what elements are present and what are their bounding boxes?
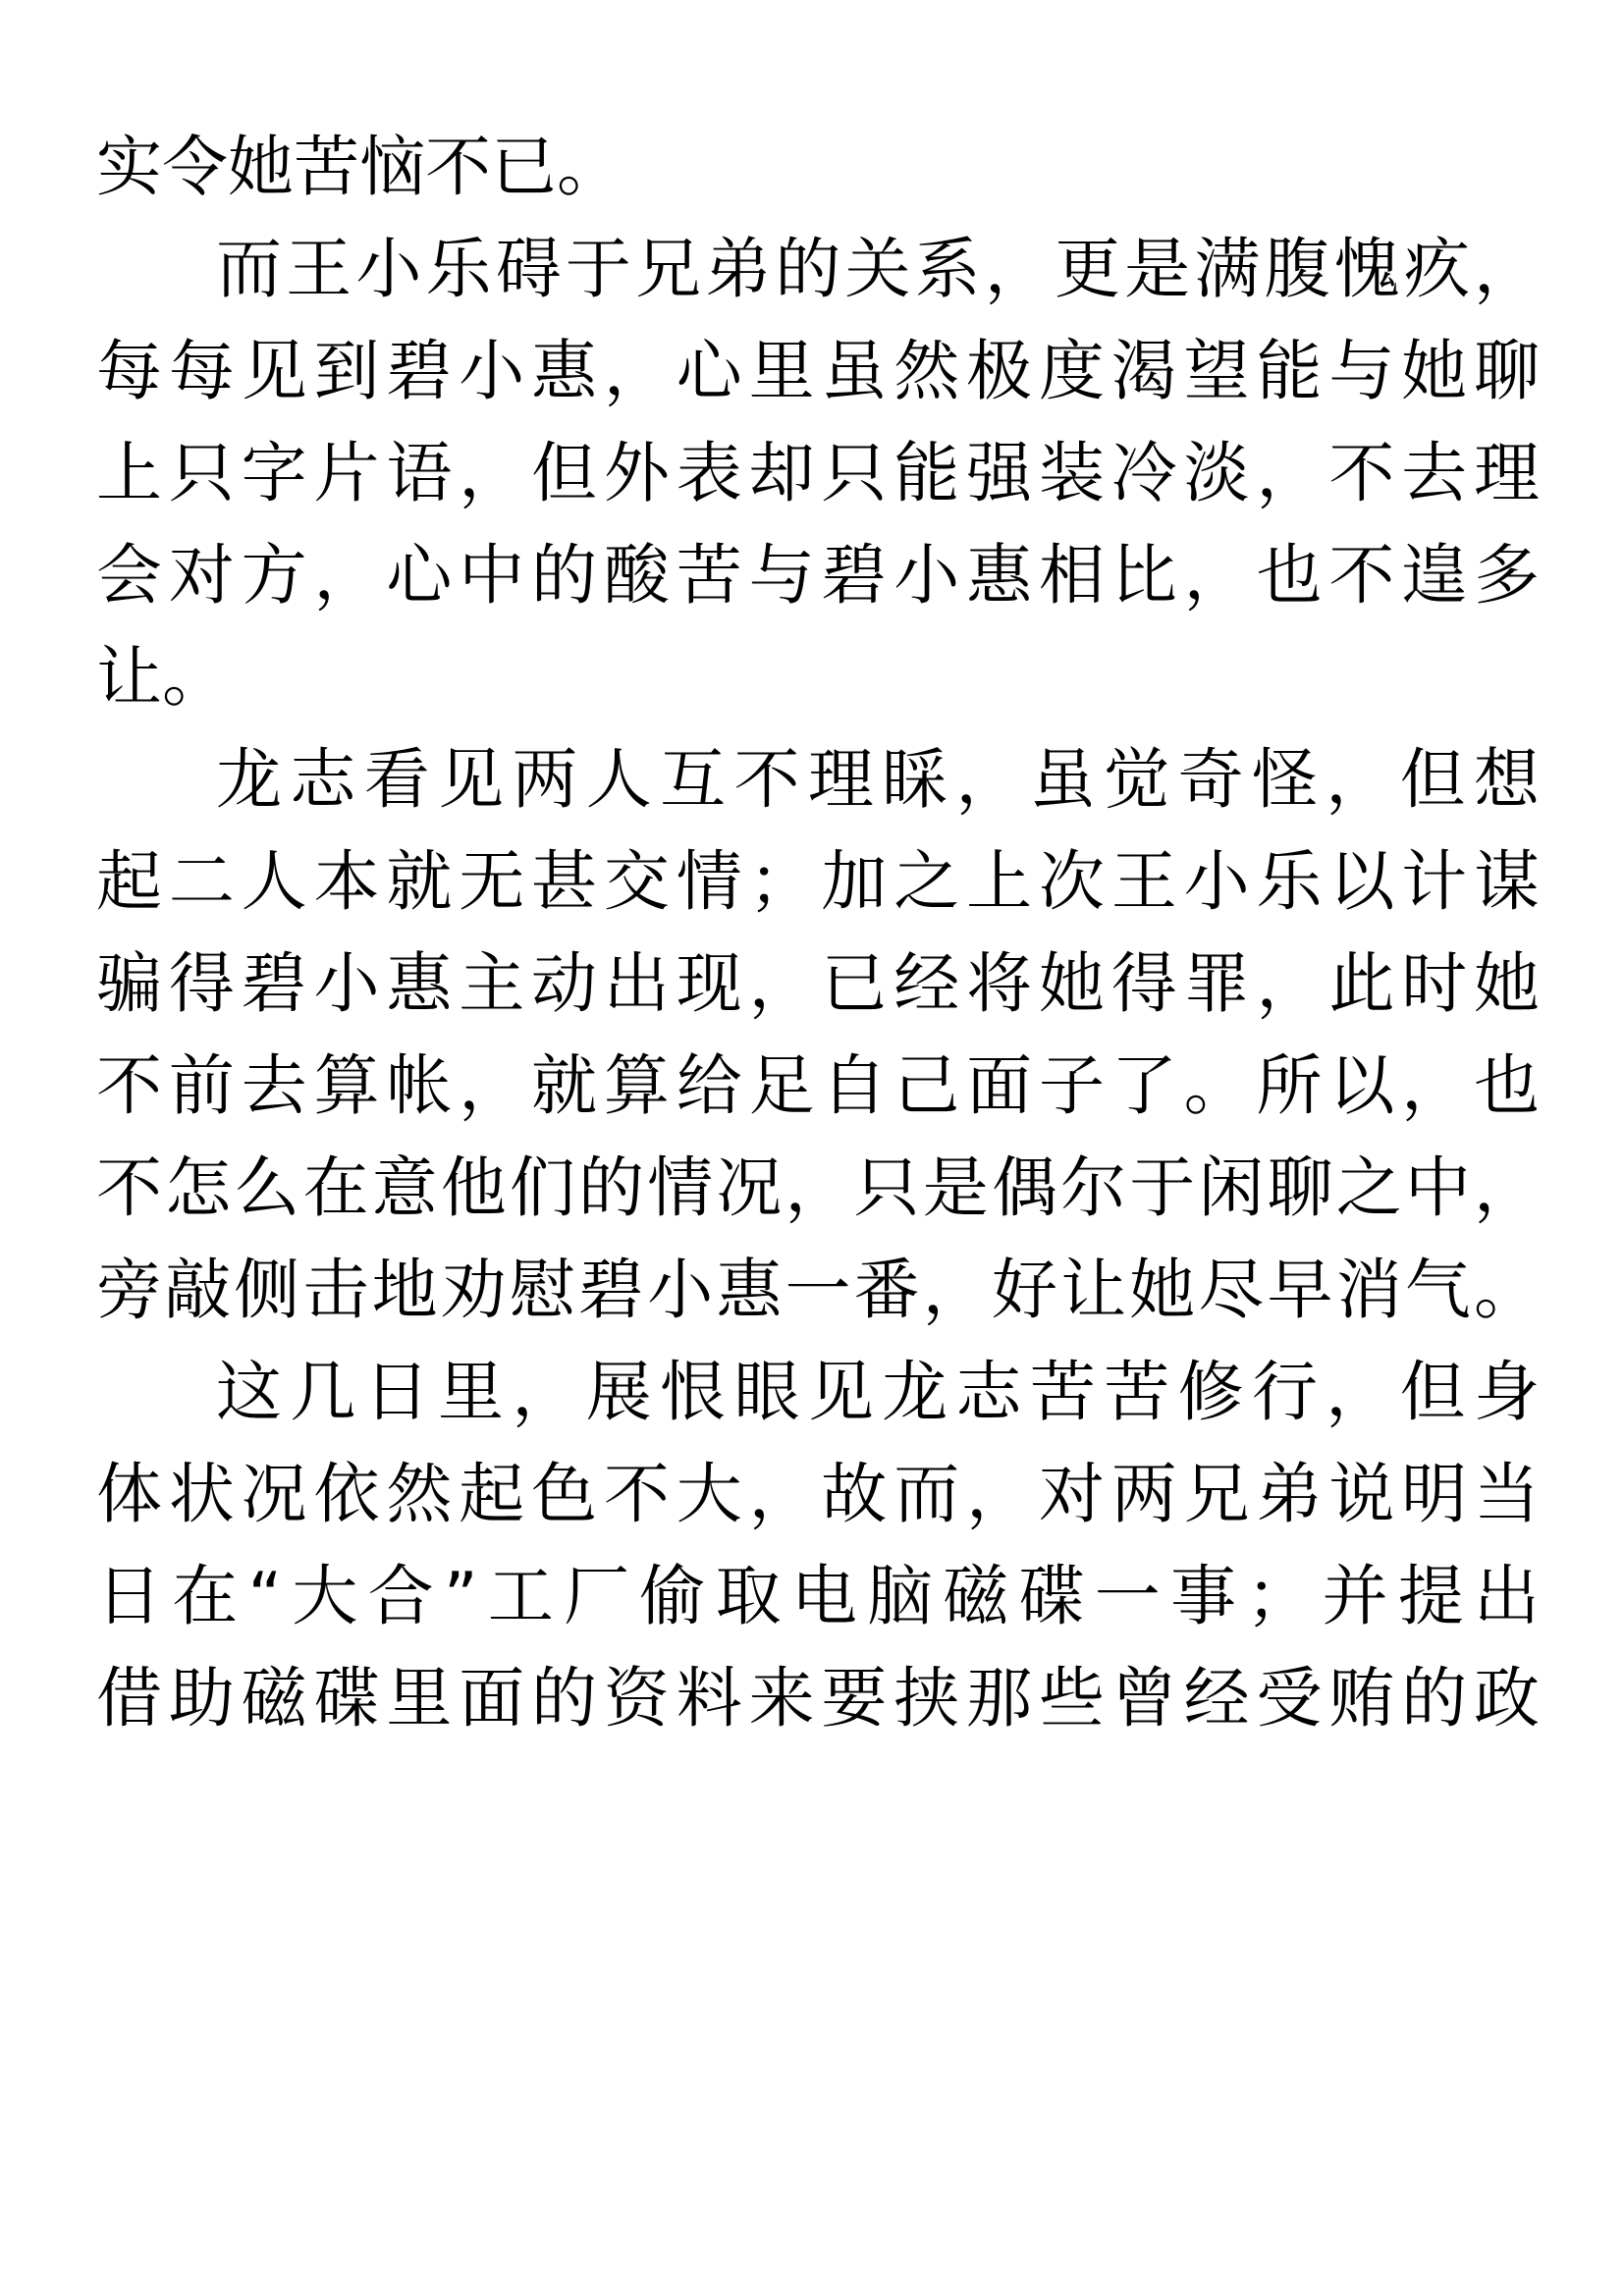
paragraph-start-line: 龙志看见两人互不理睬，虽觉奇怪，但想 — [216, 741, 1540, 818]
paragraph-start-line: 这几日里，展恨眼见龙志苦苦修行，但身 — [216, 1354, 1540, 1430]
text-line: 日在“大合”工厂偷取电脑磁碟一事；并提出 — [96, 1558, 1540, 1634]
text-line: 体状况依然起色不大，故而，对两兄弟说明当 — [96, 1456, 1540, 1532]
text-line: 实令她苦恼不已。 — [96, 129, 623, 205]
text-line: 让。 — [96, 639, 228, 716]
paragraph-start-line: 而王小乐碍于兄弟的关系，更是满腹愧疚， — [216, 231, 1540, 307]
text-line: 不前去算帐，就算给足自己面子了。所以，也 — [96, 1047, 1540, 1124]
body-text — [96, 116, 1540, 1749]
text-line: 骗得碧小惠主动出现，已经将她得罪，此时她 — [96, 945, 1540, 1022]
text-line: 每每见到碧小惠，心里虽然极度渴望能与她聊 — [96, 333, 1540, 409]
text-line: 不怎么在意他们的情况，只是偶尔于闲聊之中， — [96, 1149, 1540, 1226]
text-line: 上只字片语，但外表却只能强装冷淡，不去理 — [96, 435, 1540, 511]
text-line: 旁敲侧击地劝慰碧小惠一番，好让她尽早消气。 — [96, 1252, 1540, 1328]
text-line: 会对方，心中的酸苦与碧小惠相比，也不遑多 — [96, 537, 1540, 614]
text-line: 借助磁碟里面的资料来要挟那些曾经受贿的政 — [96, 1660, 1540, 1736]
text-line: 起二人本就无甚交情；加之上次王小乐以计谋 — [96, 843, 1540, 920]
